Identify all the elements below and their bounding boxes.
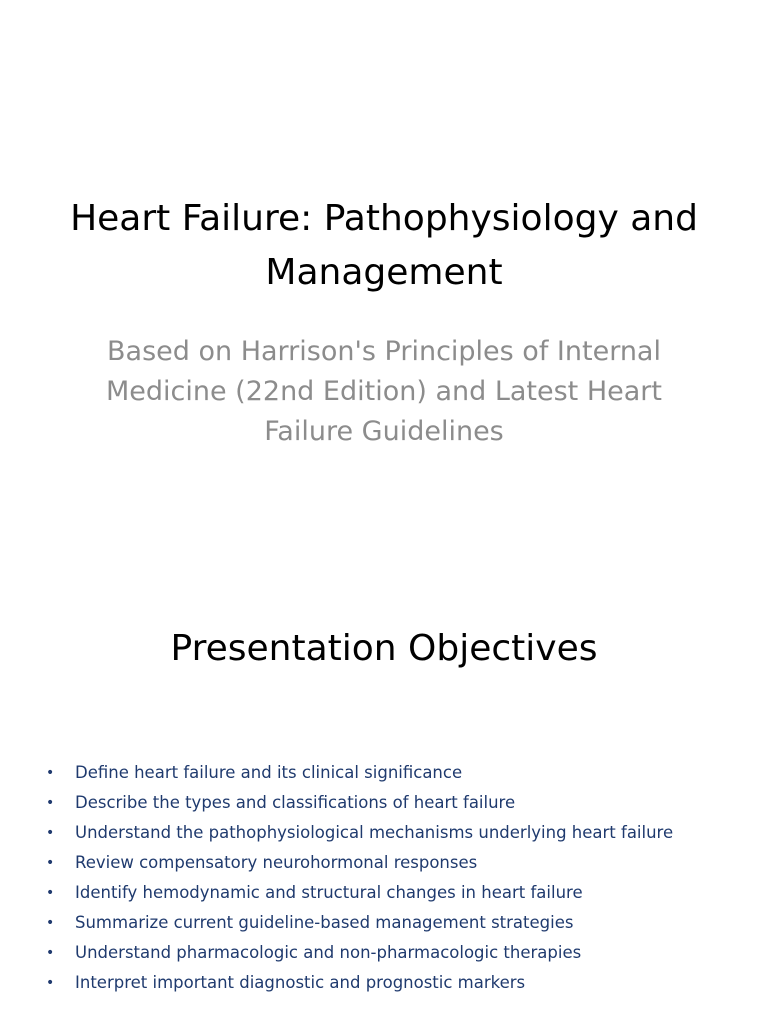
- bullet-icon: •: [46, 945, 55, 961]
- objective-item: [40, 820, 740, 850]
- objective-text: Describe the types and classifications of heart failure: [75, 793, 516, 812]
- bullet-icon: •: [46, 765, 55, 781]
- objective-item: [40, 790, 740, 820]
- objective-item: [40, 970, 740, 1000]
- objectives-title: Presentation Objectives: [170, 628, 598, 669]
- objective-item: [40, 940, 740, 970]
- bullet-icon: •: [46, 825, 55, 841]
- bullet-icon: •: [46, 915, 55, 931]
- slide-subtitle: Based on Harrison's Principles of Internal Medicine (22nd Edition) and Latest Heart Failure Guidelines: [105, 336, 662, 447]
- objective-text: Understand pharmacologic and non-pharmacologic therapies: [75, 943, 582, 962]
- objective-item: [40, 760, 740, 790]
- objectives-slide: [0, 576, 768, 1024]
- objective-text: Interpret important diagnostic and prognostic markers: [75, 973, 526, 992]
- bullet-icon: •: [46, 975, 55, 991]
- objective-text: Understand the pathophysiological mechanisms underlying heart failure: [75, 823, 674, 842]
- bullet-icon: •: [46, 855, 55, 871]
- objective-item: [40, 880, 740, 910]
- objective-text: Summarize current guideline-based management strategies: [75, 913, 574, 932]
- objectives-list: [40, 760, 740, 1000]
- bullet-icon: •: [46, 795, 55, 811]
- objective-text: Identify hemodynamic and structural changes in heart failure: [75, 883, 583, 902]
- objective-item: [40, 910, 740, 940]
- objective-text: Define heart failure and its clinical significance: [75, 763, 463, 782]
- objective-item: [40, 850, 740, 880]
- slide-title: Heart Failure: Pathophysiology and Management: [70, 198, 698, 293]
- bullet-icon: •: [46, 885, 55, 901]
- objective-text: Review compensatory neurohormonal responses: [75, 853, 478, 872]
